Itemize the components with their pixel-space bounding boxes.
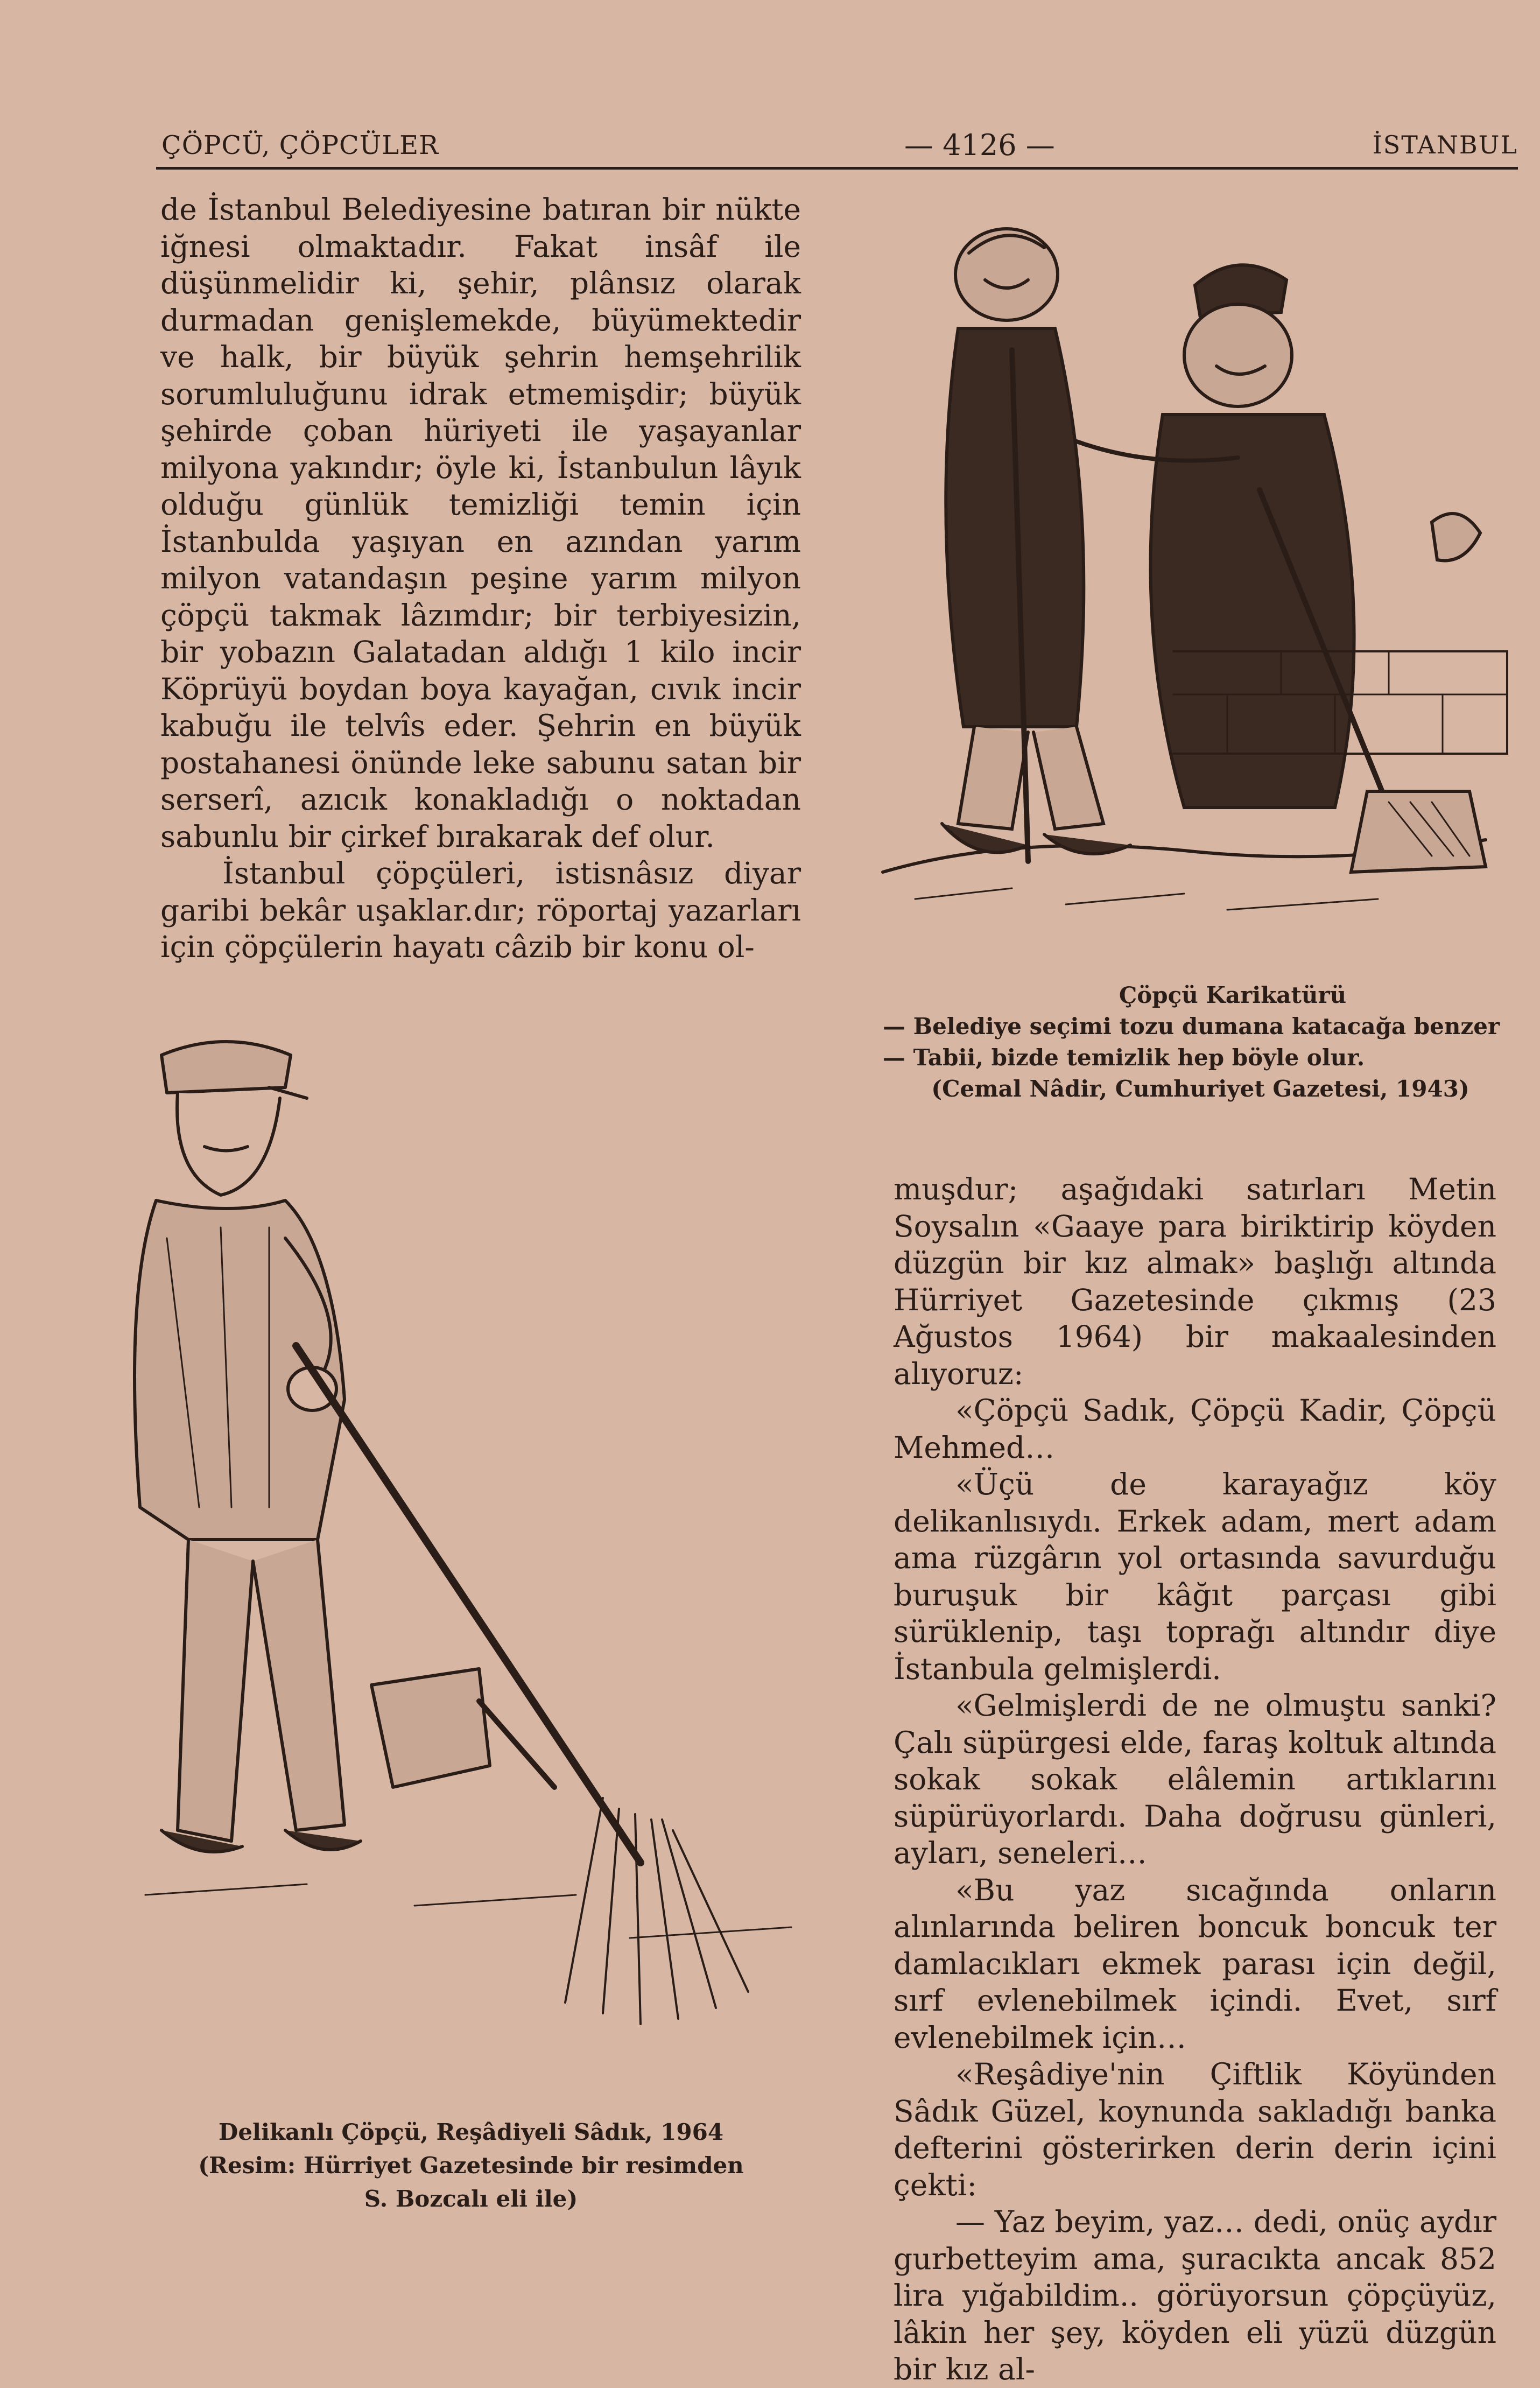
header-rule — [156, 167, 1518, 170]
cartoon-illustration — [850, 188, 1529, 974]
volume-title: İSTANBUL — [1372, 130, 1518, 159]
paragraph: «Reşâdiye'nin Çiftlik Köyünden Sâdık Güzel, koynunda sakladığı banka defterini gösterirken derin derin içini çekti: — [894, 2057, 1496, 2202]
cartoon-caption — [883, 980, 1518, 1105]
sweeper-illustration — [92, 1023, 829, 2089]
right-column-text — [894, 1171, 1496, 2388]
paragraph: de İstanbul Belediyesine batıran bir nükte iğnesi olmaktadır. Fakat insâf ile düşünmelidir ki, şehir, plânsız olarak durmadan genişlemekde, büyümektedir ve halk, bir büyük şehrin hemşehrilik sorumluluğunu idrak etmemişdir; büyük şehirde çoban hüriyeti ile yaşayanlar milyona yakındır; öyle ki, İstanbulun lâyık olduğu günlük temizliği temin için İstanbulda yaşıyan en azından yarım milyon vatandaşın peşine yarım milyon çöpçü takmak lâzımdır; bir terbiyesizin, bir yobazın Galatadan aldığı 1 kilo incir Köprüyü boydan boya kayağan, cıvık incir kabuğu ile telvîs eder. Şehrin en büyük postahanesi önünde leke sabunu satan bir serserî, azıcık konakladığı o noktadan sabunlu bir çirkef bırakarak def olur. — [160, 192, 801, 854]
paragraph: «Çöpçü Sadık, Çöpçü Kadir, Çöpçü Mehmed… — [894, 1393, 1496, 1465]
photo-caption-line: Delikanlı Çöpçü, Reşâdiyeli Sâdık, 1964 — [218, 2119, 724, 2145]
running-header — [161, 125, 1518, 168]
paragraph: — Yaz beyim, yaz… dedi, onüç aydır gurbetteyim ama, şuracıkta ancak 852 lira yığabildim.. görüyorsun çöpçüyüz, lâkin her şey, köyden eli yüzü düzgün bir kız al- — [894, 2204, 1496, 2386]
left-column-text — [160, 191, 801, 966]
paragraph: «Bu yaz sıcağında onların alınlarında beliren boncuk boncuk ter damlacıkları ekmek parası için değil, sırf evlenebilmek içindi. Evet, sırf evlenebilmek için… — [894, 1872, 1496, 2055]
page-number: — 4126 — — [904, 128, 1055, 162]
paragraph: «Gelmişlerdi de ne olmuştu sanki? Çalı süpürgesi elde, faraş koltuk altında sokak sokak elâlemin artıklarını süpürüyorlardı. Daha doğrusu günleri, ayları, seneleri… — [894, 1688, 1496, 1870]
photo-caption-line: (Resim: Hürriyet Gazetesinde bir resimden — [198, 2152, 744, 2179]
section-title: ÇÖPCÜ, ÇÖPCÜLER — [161, 130, 439, 160]
paragraph: İstanbul çöpçüleri, istisnâsız diyar garibi bekâr uşaklar.dır; röportaj yazarları için çöpçülerin hayatı câzib bir konu ol- — [160, 856, 801, 964]
photo-caption-line: S. Bozcalı eli ile) — [364, 2186, 578, 2212]
paragraph: «Üçü de karayağız köy delikanlısıydı. Erkek adam, mert adam ama rüzgârın yol ortasında savurduğu buruşuk bir kâğıt parçası gibi sürüklenip, taşı toprağı altındır diye İstanbula gelmişlerdi. — [894, 1467, 1496, 1686]
photo-caption — [161, 2116, 780, 2216]
cartoon-dialogue-line: — Tabii, bizde temizlik hep böyle olur. — [883, 1044, 1365, 1071]
cartoon-dialogue-line: — Belediye seçimi tozu dumana katacağa benzer — [883, 1013, 1500, 1040]
cartoon-title: Çöpçü Karikatürü — [1119, 982, 1347, 1008]
paragraph: muşdur; aşağıdaki satırları Metin Soysalın «Gaaye para biriktirip köyden düzgün bir kız almak» başlığı altında Hürriyet Gazetesinde çıkmış (23 Ağustos 1964) bir makaalesinden alıyoruz: — [894, 1172, 1496, 1391]
cartoon-credit: (Cemal Nâdir, Cumhuriyet Gazetesi, 1943) — [931, 1076, 1469, 1102]
